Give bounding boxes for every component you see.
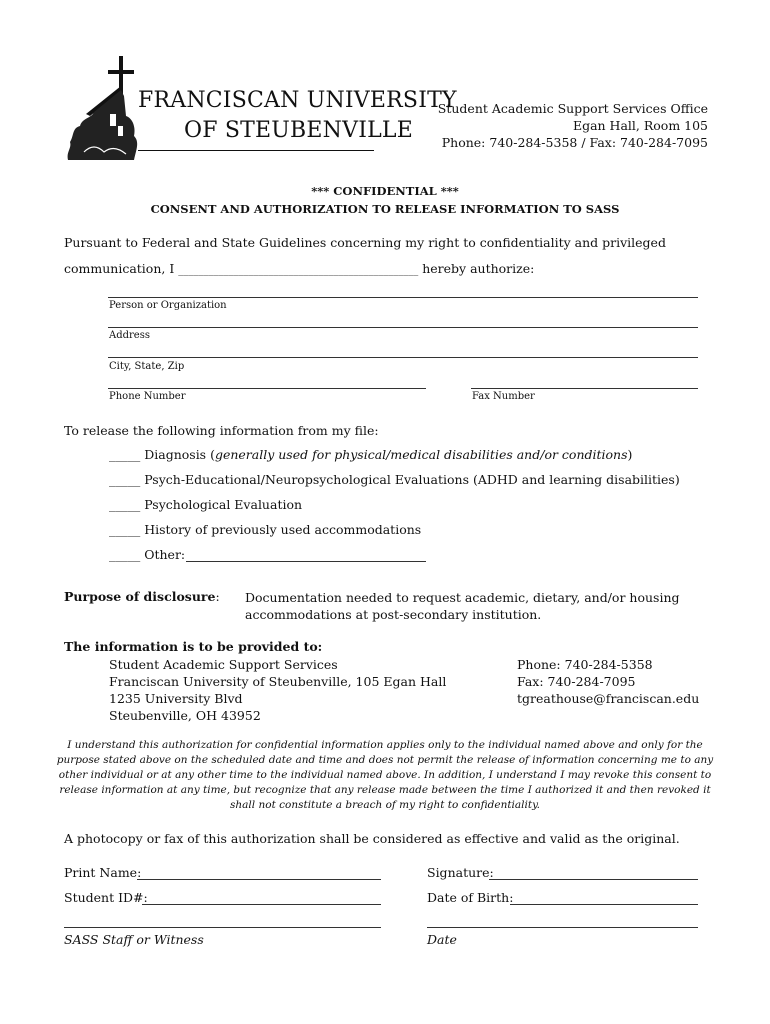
statement-line2: purpose stated above on the scheduled date and time and does not permit the release of information concerning me to any — [56, 754, 714, 766]
office-info — [438, 100, 708, 151]
release-intro: To release the following information from my file: — [64, 423, 379, 438]
provided-to-contact — [517, 656, 699, 707]
address-line3: 1235 University Blvd — [109, 691, 243, 706]
other-checkbox-blank[interactable]: _____ — [109, 547, 141, 562]
date-of-birth-label: Date of Birth: — [427, 890, 514, 905]
history-label: History of previously used accommodations — [140, 522, 422, 537]
contact-fax: Fax: 740-284-7095 — [517, 674, 636, 689]
intro-suffix: hereby authorize: — [418, 261, 535, 276]
print-name-field[interactable] — [137, 879, 381, 880]
intro-prefix: communication, I — [64, 261, 179, 276]
signature-label: Signature: — [427, 865, 494, 880]
release-item-psych-educational — [109, 472, 680, 487]
intro-line1: Pursuant to Federal and State Guidelines concerning my right to confidentiality and privileged — [64, 235, 666, 250]
signature-field[interactable] — [489, 879, 698, 880]
psychological-label: Psychological Evaluation — [140, 497, 303, 512]
purpose-line1: Documentation needed to request academic, dietary, and/or housing — [245, 590, 680, 605]
address-line1: Student Academic Support Services — [109, 657, 338, 672]
address-label: Address — [109, 330, 150, 341]
fax-number-label: Fax Number — [472, 391, 535, 402]
phone-number-label: Phone Number — [109, 391, 186, 402]
logo-underline — [138, 150, 374, 151]
office-room: Egan Hall, Room 105 — [572, 118, 708, 133]
purpose-label-text: Purpose of disclosure — [64, 589, 216, 604]
statement-line5: shall not constitute a breach of my right to confidentiality. — [230, 799, 540, 811]
photocopy-notice: A photocopy or fax of this authorization shall be considered as effective and valid as the original. — [64, 831, 680, 846]
diagnosis-note: generally used for physical/medical disabilities and/or conditions — [214, 447, 628, 462]
student-id-label: Student ID#: — [64, 890, 148, 905]
psych-educational-checkbox-blank[interactable]: _____ — [109, 472, 141, 487]
address-line2: Franciscan University of Steubenville, 105 Egan Hall — [109, 674, 447, 689]
office-phone-fax: Phone: 740-284-5358 / Fax: 740-284-7095 — [441, 135, 708, 150]
person-org-label: Person or Organization — [109, 300, 227, 311]
logo-line1: FRANCISCAN UNIVERSITY — [138, 88, 457, 113]
other-label: Other: — [140, 547, 186, 562]
release-item-history — [109, 522, 421, 537]
intro-line2 — [64, 261, 534, 276]
staff-witness-field[interactable] — [64, 927, 381, 928]
confidential-heading: *** CONFIDENTIAL *** — [311, 184, 459, 198]
print-name-label: Print Name: — [64, 865, 142, 880]
office-name: Student Academic Support Services Office — [437, 101, 708, 116]
phone-number-field[interactable] — [108, 388, 426, 389]
other-specify-field[interactable] — [186, 561, 426, 562]
contact-email: tgreathouse@franciscan.edu — [517, 691, 700, 706]
purpose-text — [245, 589, 680, 623]
release-item-other — [109, 547, 185, 562]
staff-witness-label: SASS Staff or Witness — [64, 932, 204, 947]
address-line4: Steubenville, OH 43952 — [109, 708, 261, 723]
church-cross-logo-icon — [64, 56, 144, 166]
psych-educational-label: Psych-Educational/Neuropsychological Evaluations (ADHD and learning disabilities) — [140, 472, 680, 487]
psychological-checkbox-blank[interactable]: _____ — [109, 497, 141, 512]
diagnosis-label: Diagnosis ( — [140, 447, 215, 462]
date-of-birth-field[interactable] — [510, 904, 698, 905]
person-org-field[interactable] — [108, 297, 698, 298]
provided-to-label: The information is to be provided to: — [64, 639, 323, 654]
city-state-zip-label: City, State, Zip — [109, 361, 185, 372]
contact-phone: Phone: 740-284-5358 — [517, 657, 653, 672]
provided-to-address — [109, 656, 446, 724]
statement-line3: other individual or at any other time to the individual named above. In addition, I understand I may revoke this consent to — [58, 769, 712, 781]
logo-line2: OF STEUBENVILLE — [184, 118, 413, 143]
purpose-colon: : — [215, 589, 220, 604]
student-id-field[interactable] — [142, 904, 381, 905]
address-field[interactable] — [108, 327, 698, 328]
diagnosis-close: ) — [627, 447, 633, 462]
date-label: Date — [427, 932, 457, 947]
authorizer-name-field[interactable]: ________________________________________________ — [178, 265, 419, 276]
release-item-psychological — [109, 497, 302, 512]
statement-line4: release information at any time, but recognize that any release made between the time I authorized it and then revoked it — [59, 784, 711, 796]
diagnosis-checkbox-blank[interactable]: _____ — [109, 447, 141, 462]
date-field[interactable] — [427, 927, 698, 928]
history-checkbox-blank[interactable]: _____ — [109, 522, 141, 537]
city-state-zip-field[interactable] — [108, 357, 698, 358]
form-title: CONSENT AND AUTHORIZATION TO RELEASE INFORMATION TO SASS — [150, 202, 620, 216]
purpose-label — [64, 589, 220, 604]
purpose-line2: accommodations at post-secondary institution. — [245, 607, 542, 622]
statement-line1: I understand this authorization for confidential information applies only to the individual named above and only for the — [67, 739, 703, 751]
university-logo — [64, 56, 457, 166]
release-item-diagnosis — [109, 447, 632, 462]
fax-number-field[interactable] — [471, 388, 698, 389]
authorization-statement — [40, 738, 730, 813]
